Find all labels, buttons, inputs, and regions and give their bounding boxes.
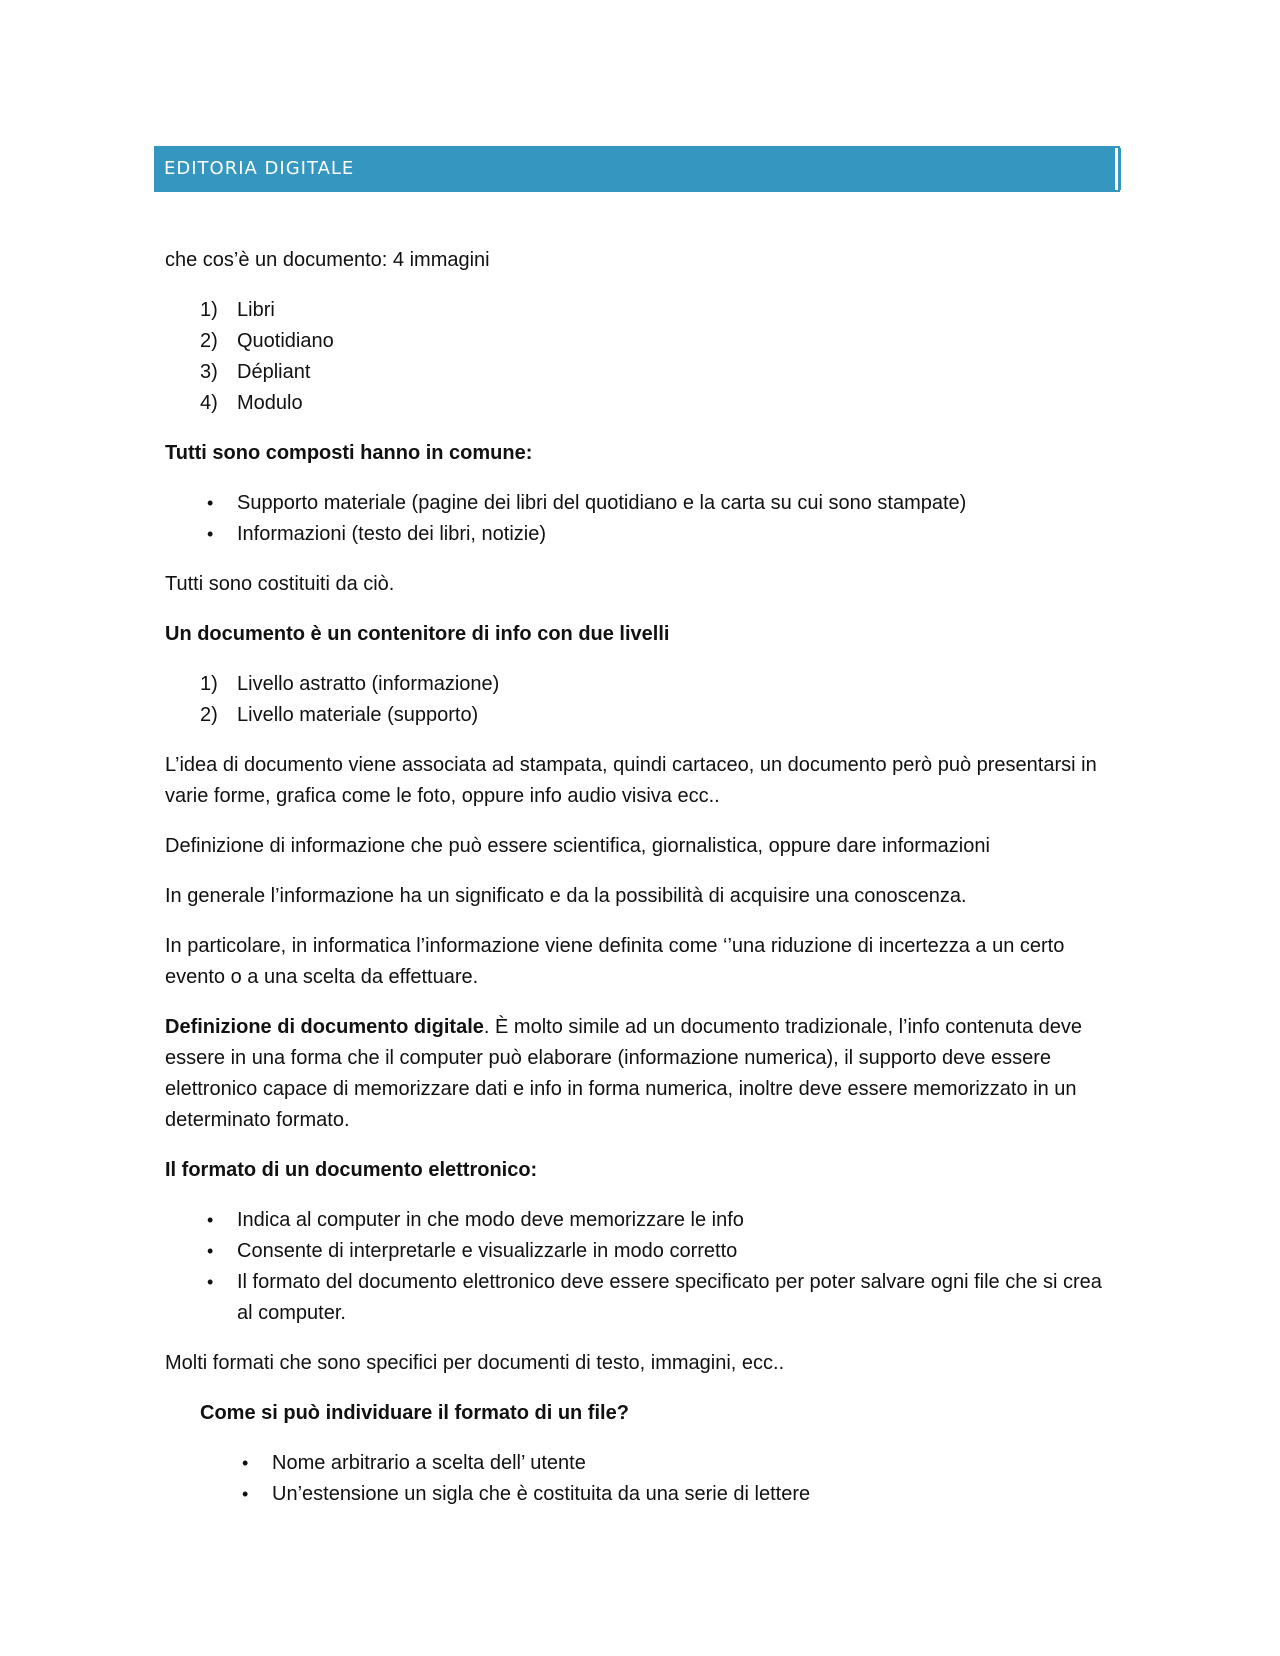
bullet-icon: •: [242, 1453, 249, 1473]
def-digitale-text: . È molto simile ad un documento tradizionale, l’info contenuta deve essere in una forma che il computer può elaborare (informazione numerica), il supporto deve essere elettronico capace di memorizzare dati e info in forma numerica, inoltre deve essere memorizzato in un determinato formato.: [165, 1016, 1083, 1131]
paragraph-def-digitale: [165, 1012, 1105, 1136]
list-marker: 1): [200, 673, 218, 695]
section-heading-common: Tutti sono composti hanno in comune:: [165, 442, 533, 464]
list-item-text: Un’estensione un sigla che è costituita da una serie di lettere: [272, 1483, 811, 1505]
def-digitale-term: Definizione di documento digitale: [165, 1016, 484, 1038]
list-marker: 2): [200, 704, 218, 726]
list-item-text: Modulo: [237, 392, 303, 414]
list-item: [165, 388, 1105, 419]
paragraph-definizione-info: Definizione di informazione che può essere scientifica, giornalistica, oppure dare informazioni: [165, 835, 990, 857]
section-heading-livelli: Un documento è un contenitore di info con due livelli: [165, 623, 670, 645]
list-item-text: Dépliant: [237, 361, 311, 383]
bullet-icon: •: [207, 1272, 214, 1292]
list-marker: 1): [200, 299, 218, 321]
list-item-text: Livello astratto (informazione): [237, 673, 500, 695]
common-elements-list: [165, 488, 1105, 550]
list-item-text: Indica al computer in che modo deve memorizzare le info: [237, 1209, 744, 1231]
list-item-text: Informazioni (testo dei libri, notizie): [237, 523, 547, 545]
list-item-text: Supporto materiale (pagine dei libri del quotidiano e la carta su cui sono stampate): [237, 492, 967, 514]
paragraph-molti-formati: Molti formati che sono specifici per documenti di testo, immagini, ecc..: [165, 1352, 785, 1374]
bullet-icon: •: [242, 1484, 249, 1504]
format-list: [165, 1205, 1105, 1329]
list-item: [165, 700, 1105, 731]
paragraph-generale: In generale l’informazione ha un significato e da la possibilità di acquisire una conoscenza.: [165, 885, 967, 907]
bullet-icon: •: [207, 524, 214, 544]
paragraph-idea: L’idea di documento viene associata ad stampata, quindi cartaceo, un documento però può presentarsi in varie forme, grafica come le foto, oppure info audio visiva ecc..: [165, 754, 1097, 807]
list-marker: 2): [200, 330, 218, 352]
list-item: [165, 1267, 1105, 1329]
list-item: [165, 1236, 1105, 1267]
header-title: EDITORIA DIGITALE: [164, 158, 355, 179]
list-item-text: Nome arbitrario a scelta dell’ utente: [272, 1452, 586, 1474]
list-item: [165, 488, 1105, 519]
list-item: [165, 519, 1105, 550]
list-item-text: Quotidiano: [237, 330, 334, 352]
list-marker: 4): [200, 392, 218, 414]
section-heading-formato: Il formato di un documento elettronico:: [165, 1159, 538, 1181]
bullet-icon: •: [207, 1241, 214, 1261]
bullet-icon: •: [207, 1210, 214, 1230]
document-body: [165, 245, 1105, 1529]
subsection-individuare: [200, 1398, 1105, 1510]
section-heading-individuare: Come si può individuare il formato di un file?: [200, 1402, 629, 1424]
list-item: [165, 295, 1105, 326]
header-bar: [156, 148, 1118, 190]
document-types-list: [165, 295, 1105, 419]
list-item-text: Il formato del documento elettronico deve essere specificato per poter salvare ogni file che si crea al computer.: [237, 1271, 1102, 1324]
list-item: [165, 357, 1105, 388]
identify-format-list: [200, 1448, 1105, 1510]
list-item-text: Consente di interpretarle e visualizzarle in modo corretto: [237, 1240, 738, 1262]
list-marker: 3): [200, 361, 218, 383]
list-item: [165, 669, 1105, 700]
list-item-text: Libri: [237, 299, 275, 321]
list-item: [165, 326, 1105, 357]
intro-paragraph: che cos’è un documento: 4 immagini: [165, 249, 490, 271]
list-item: [200, 1448, 1105, 1479]
list-item: [200, 1479, 1105, 1510]
levels-list: [165, 669, 1105, 731]
list-item: [165, 1205, 1105, 1236]
paragraph-costituiti: Tutti sono costituiti da ciò.: [165, 573, 395, 595]
list-item-text: Livello materiale (supporto): [237, 704, 479, 726]
bullet-icon: •: [207, 493, 214, 513]
paragraph-particolare: In particolare, in informatica l’informazione viene definita come ‘’una riduzione di incertezza a un certo evento o a una scelta da effettuare.: [165, 935, 1065, 988]
